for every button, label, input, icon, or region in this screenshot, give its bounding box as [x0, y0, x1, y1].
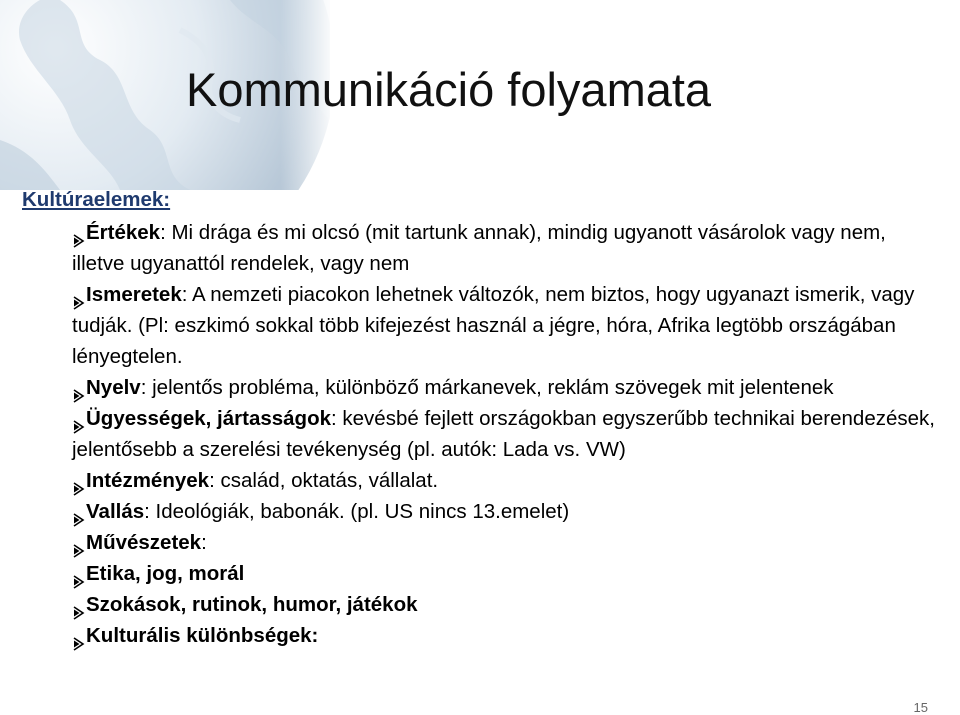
list-item-label: Művészetek — [86, 531, 202, 554]
arrow-bullet-icon — [73, 567, 85, 581]
list-item-text — [72, 372, 942, 403]
list-item-label: Szokások, rutinok, humor, játékok — [86, 593, 418, 616]
list-item-label: Kulturális különbségek: — [86, 624, 319, 647]
list-item-text — [72, 496, 942, 527]
list-item-description: : — [201, 531, 207, 554]
arrow-bullet-icon — [73, 412, 85, 426]
arrow-bullet-icon — [73, 505, 85, 519]
list-item — [22, 279, 942, 372]
list-item — [22, 372, 942, 403]
arrow-bullet-icon — [73, 381, 85, 395]
list-item — [22, 496, 942, 527]
list-item — [22, 527, 942, 558]
list-item-text — [72, 279, 942, 372]
list-item — [22, 620, 942, 651]
list-item-text — [72, 403, 942, 465]
list-item-text — [72, 589, 942, 620]
arrow-bullet-icon — [73, 474, 85, 488]
arrow-bullet-icon — [73, 226, 85, 240]
list-item-text — [72, 620, 942, 651]
list-item-text — [72, 558, 942, 589]
list-item — [22, 465, 942, 496]
list-item-description: : Mi drága és mi olcsó (mit tartunk annak), mindig ugyanott vásárolok vagy nem, illetve ugyanattól rendelek, vagy nem — [72, 221, 886, 275]
list-item-label: Etika, jog, morál — [86, 562, 245, 585]
page-number: 15 — [913, 700, 928, 715]
list-item-description: : jelentős probléma, különböző márkanevek, reklám szövegek mit jelentenek — [140, 376, 834, 399]
list-item-label: Nyelv — [86, 376, 141, 399]
list-item-description: : kevésbé fejlett országokban egyszerűbb technikai berendezések, jelentősebb a szerelési tevékenység (pl. autók: Lada vs. VW) — [72, 407, 935, 461]
list-item-label: Ügyességek, jártasságok — [86, 407, 331, 430]
list-item — [22, 589, 942, 620]
list-item-label: Ismeretek — [86, 283, 182, 306]
arrow-bullet-icon — [73, 536, 85, 550]
list-item-text — [72, 217, 942, 279]
list-item-description: : Ideológiák, babonák. (pl. US nincs 13.emelet) — [144, 500, 570, 523]
list-item-text — [72, 527, 942, 558]
bullet-list — [22, 217, 942, 651]
list-item-description: : család, oktatás, vállalat. — [209, 469, 439, 492]
slide-content — [22, 184, 942, 651]
arrow-bullet-icon — [73, 629, 85, 643]
list-item-label: Értékek — [86, 221, 161, 244]
arrow-bullet-icon — [73, 598, 85, 612]
section-heading: Kultúraelemek: — [22, 188, 171, 211]
list-item-label: Intézmények — [86, 469, 210, 492]
list-item-label: Vallás — [86, 500, 145, 523]
slide-title: Kommunikáció folyamata — [186, 63, 712, 116]
list-item-text — [72, 465, 942, 496]
list-item — [22, 217, 942, 279]
list-item — [22, 403, 942, 465]
list-item — [22, 558, 942, 589]
list-item-description: : A nemzeti piacokon lehetnek változók, nem biztos, hogy ugyanazt ismerik, vagy tudják. (Pl: eszkimó sokkal több kifejezést használ a jégre, hóra, Afrika legtöbb országában lényegtelen. — [72, 283, 915, 368]
arrow-bullet-icon — [73, 288, 85, 302]
